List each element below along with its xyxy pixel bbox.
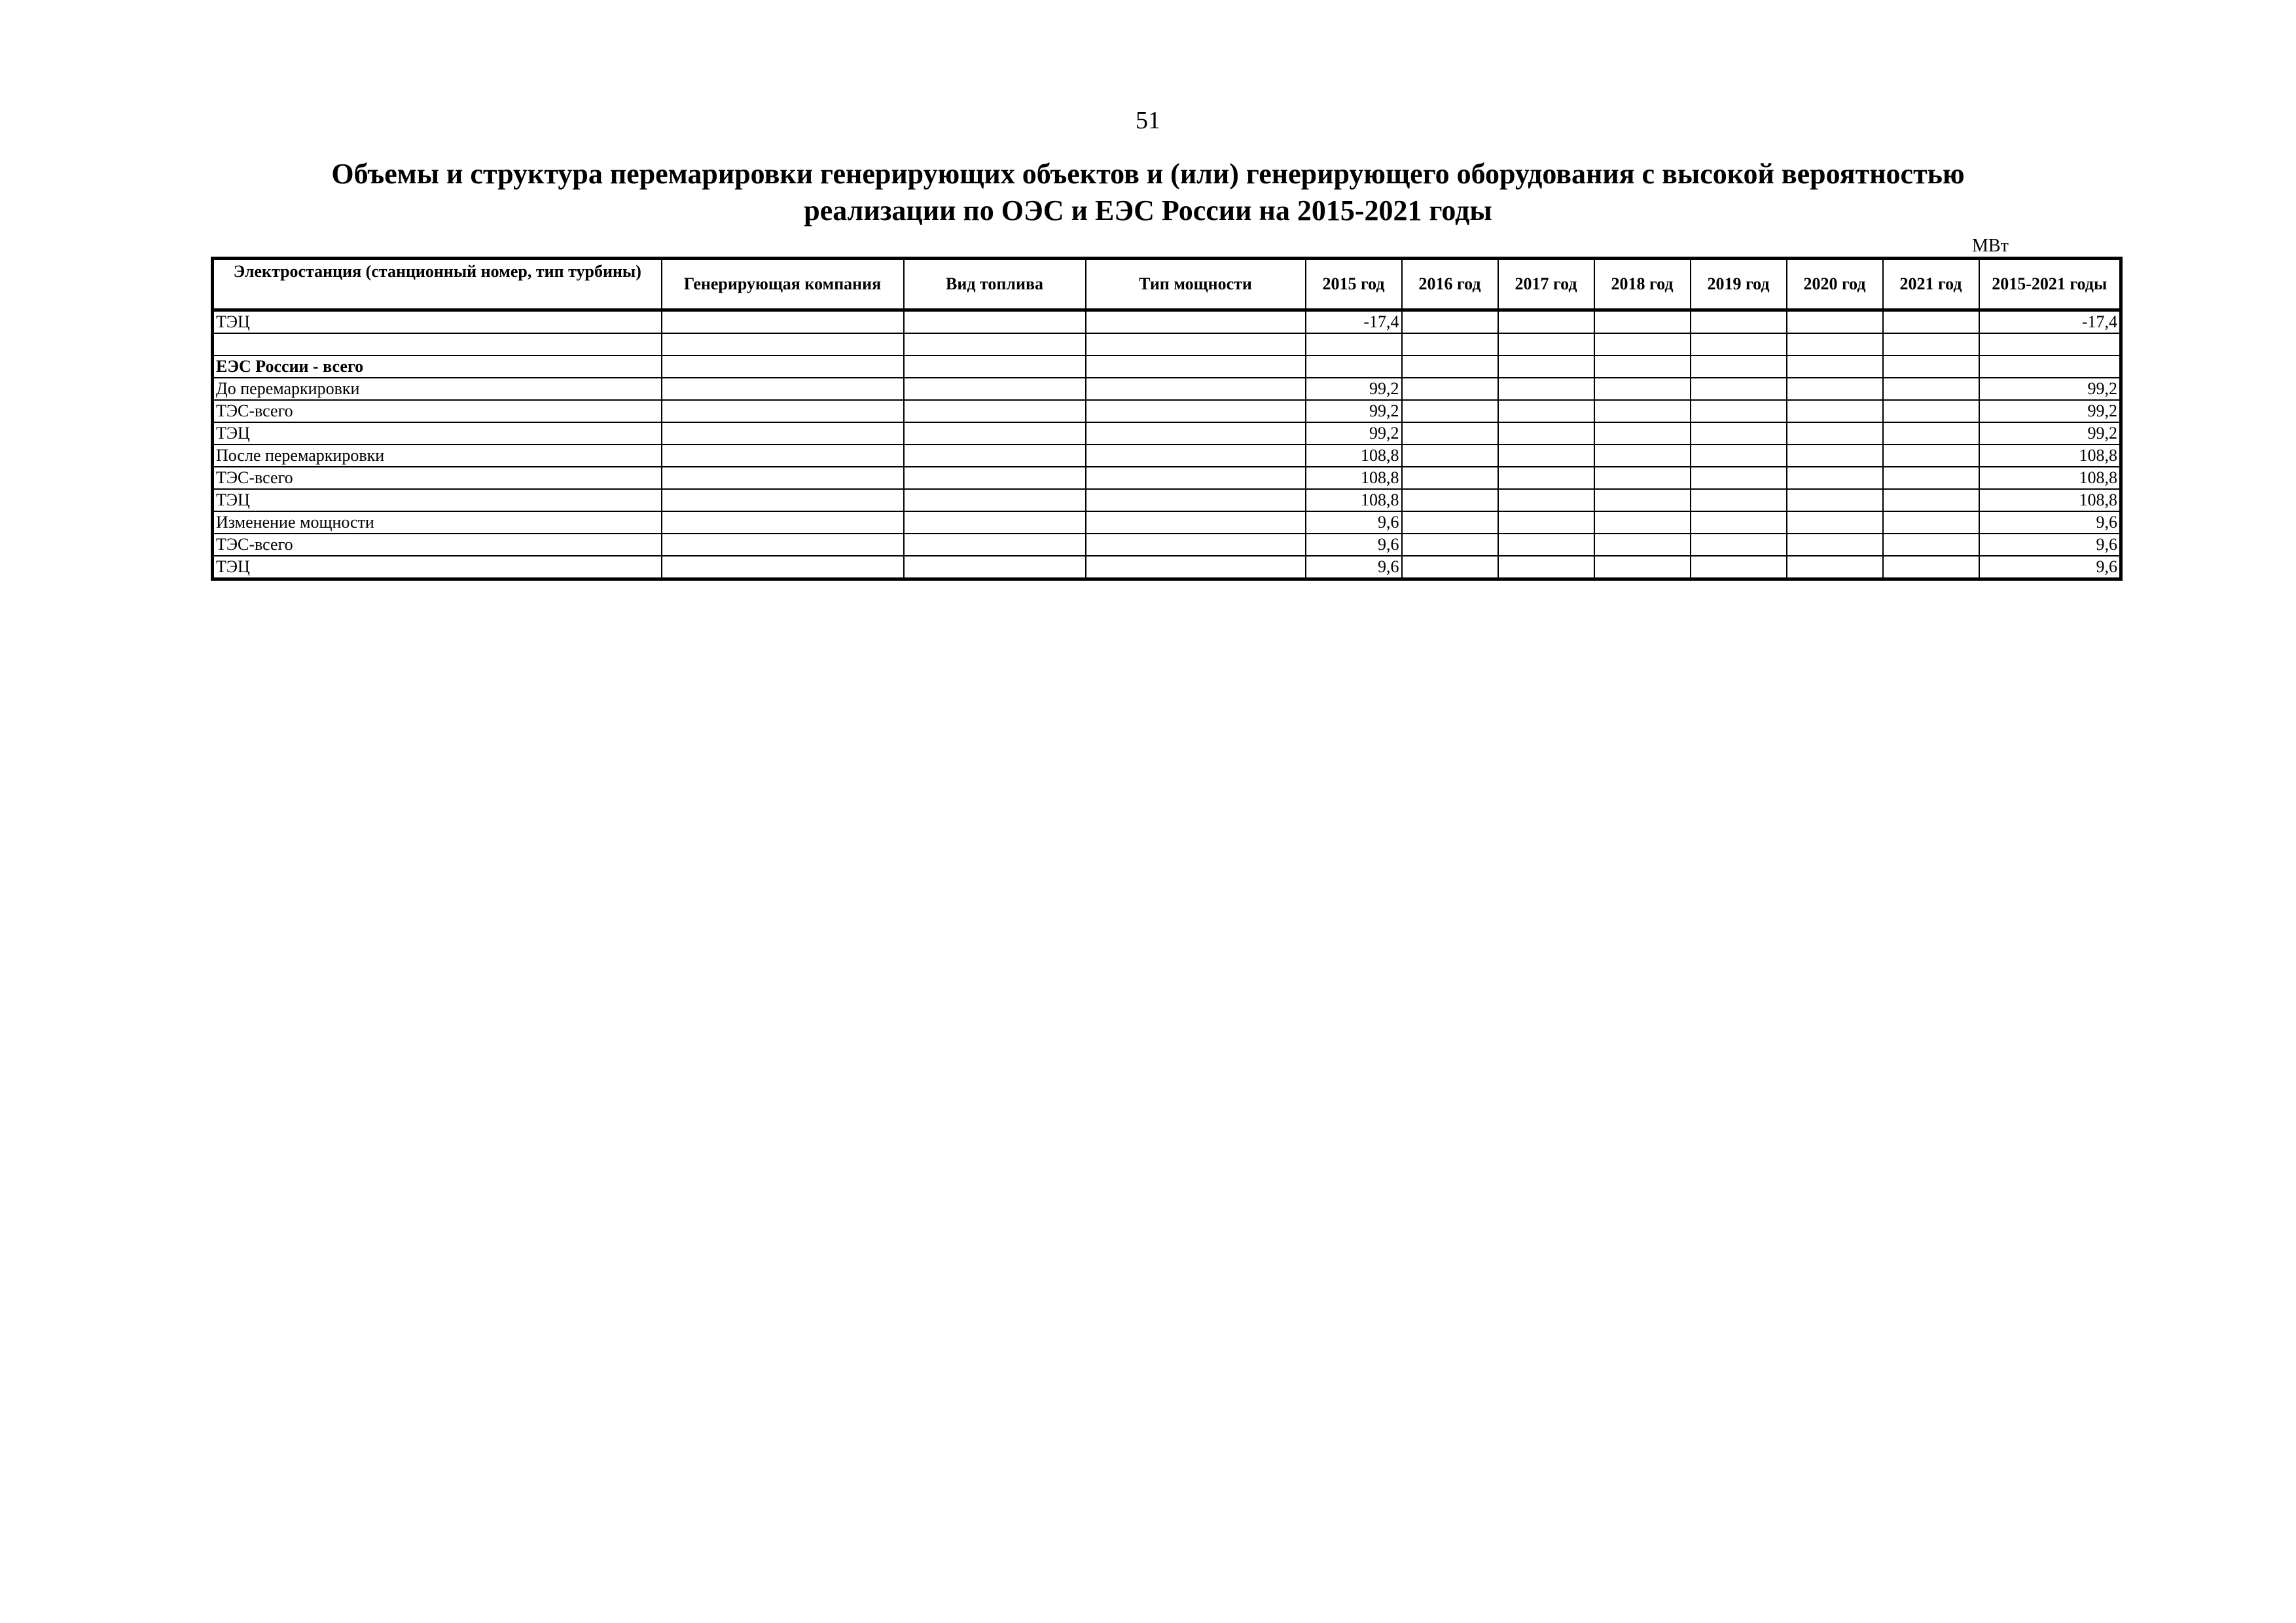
- table-row: [213, 534, 2121, 556]
- row-label: ТЭЦ: [213, 310, 662, 334]
- value-2015: 99,2: [1306, 422, 1402, 445]
- value-2018: [1594, 511, 1691, 534]
- document-title: [196, 156, 2100, 229]
- document-title-line-2: реализации по ОЭС и ЕЭС России на 2015-2021 годы: [804, 194, 1492, 227]
- value-2018: [1594, 422, 1691, 445]
- value-2020: [1787, 489, 1883, 511]
- value-2015: [1306, 356, 1402, 378]
- value-2018: [1594, 556, 1691, 579]
- value-2018: [1594, 467, 1691, 489]
- fuel-cell: [904, 511, 1086, 534]
- value-2018: [1594, 310, 1691, 334]
- power-type-cell: [1086, 333, 1306, 356]
- column-header-2017: 2017 год: [1498, 259, 1594, 310]
- company-cell: [662, 333, 904, 356]
- table-row: [213, 467, 2121, 489]
- value-2018: [1594, 378, 1691, 400]
- value-2016: [1402, 511, 1498, 534]
- table-row: [213, 356, 2121, 378]
- row-label: ЕЭС России - всего: [213, 356, 662, 378]
- row-label: ТЭЦ: [213, 489, 662, 511]
- value-2017: [1498, 489, 1594, 511]
- fuel-cell: [904, 422, 1086, 445]
- value-total: 9,6: [1979, 511, 2121, 534]
- power-type-cell: [1086, 445, 1306, 467]
- value-2020: [1787, 445, 1883, 467]
- value-total: [1979, 333, 2121, 356]
- row-label: ТЭЦ: [213, 422, 662, 445]
- value-total: 108,8: [1979, 467, 2121, 489]
- value-2020: [1787, 534, 1883, 556]
- table-row: [213, 556, 2121, 579]
- value-2021: [1883, 556, 1979, 579]
- value-2019: [1691, 556, 1787, 579]
- value-2021: [1883, 534, 1979, 556]
- fuel-cell: [904, 310, 1086, 334]
- value-2021: [1883, 356, 1979, 378]
- value-2019: [1691, 422, 1787, 445]
- fuel-cell: [904, 534, 1086, 556]
- value-2019: [1691, 489, 1787, 511]
- value-2018: [1594, 445, 1691, 467]
- power-type-cell: [1086, 511, 1306, 534]
- value-2021: [1883, 310, 1979, 334]
- value-2018: [1594, 356, 1691, 378]
- company-cell: [662, 511, 904, 534]
- value-2017: [1498, 356, 1594, 378]
- value-2019: [1691, 400, 1787, 422]
- table-row: [213, 511, 2121, 534]
- value-2016: [1402, 378, 1498, 400]
- fuel-cell: [904, 467, 1086, 489]
- value-2016: [1402, 534, 1498, 556]
- value-2015: 9,6: [1306, 534, 1402, 556]
- row-label: ТЭС-всего: [213, 400, 662, 422]
- value-2016: [1402, 556, 1498, 579]
- value-2015: 9,6: [1306, 556, 1402, 579]
- table-row: [213, 422, 2121, 445]
- value-2016: [1402, 445, 1498, 467]
- row-label: После перемаркировки: [213, 445, 662, 467]
- value-2021: [1883, 489, 1979, 511]
- column-header-total: 2015-2021 годы: [1979, 259, 2121, 310]
- document-title-line-1: Объемы и структура перемарировки генерирующих объектов и (или) генерирующего оборудования с высокой вероятностью: [331, 158, 1965, 190]
- fuel-cell: [904, 489, 1086, 511]
- value-2021: [1883, 400, 1979, 422]
- value-2020: [1787, 422, 1883, 445]
- value-total: 99,2: [1979, 378, 2121, 400]
- row-label: До перемаркировки: [213, 378, 662, 400]
- value-total: 108,8: [1979, 489, 2121, 511]
- company-cell: [662, 556, 904, 579]
- fuel-cell: [904, 445, 1086, 467]
- value-total: 108,8: [1979, 445, 2121, 467]
- value-2019: [1691, 445, 1787, 467]
- value-2018: [1594, 534, 1691, 556]
- value-2017: [1498, 445, 1594, 467]
- column-header-station: Электростанция (станционный номер, тип турбины): [213, 259, 662, 310]
- table-row: [213, 400, 2121, 422]
- value-2020: [1787, 467, 1883, 489]
- value-2015: 99,2: [1306, 378, 1402, 400]
- column-header-2018: 2018 год: [1594, 259, 1691, 310]
- value-2015: 99,2: [1306, 400, 1402, 422]
- value-2021: [1883, 467, 1979, 489]
- value-2017: [1498, 556, 1594, 579]
- value-2019: [1691, 333, 1787, 356]
- value-2015: -17,4: [1306, 310, 1402, 334]
- power-type-cell: [1086, 489, 1306, 511]
- value-2016: [1402, 356, 1498, 378]
- column-header-2021: 2021 год: [1883, 259, 1979, 310]
- value-2018: [1594, 333, 1691, 356]
- value-2021: [1883, 445, 1979, 467]
- value-2021: [1883, 422, 1979, 445]
- value-2020: [1787, 310, 1883, 334]
- power-type-cell: [1086, 400, 1306, 422]
- row-label: ТЭС-всего: [213, 467, 662, 489]
- value-2021: [1883, 378, 1979, 400]
- value-2016: [1402, 333, 1498, 356]
- page-number: 51: [1136, 107, 1160, 134]
- value-2019: [1691, 378, 1787, 400]
- value-2015: 108,8: [1306, 467, 1402, 489]
- value-2016: [1402, 310, 1498, 334]
- value-2020: [1787, 333, 1883, 356]
- table-header-row: [213, 259, 2121, 310]
- company-cell: [662, 400, 904, 422]
- fuel-cell: [904, 400, 1086, 422]
- company-cell: [662, 356, 904, 378]
- fuel-cell: [904, 556, 1086, 579]
- value-total: 9,6: [1979, 556, 2121, 579]
- company-cell: [662, 534, 904, 556]
- power-type-cell: [1086, 534, 1306, 556]
- value-2017: [1498, 422, 1594, 445]
- value-2015: 108,8: [1306, 489, 1402, 511]
- power-type-cell: [1086, 467, 1306, 489]
- value-2019: [1691, 356, 1787, 378]
- column-header-fuel: Вид топлива: [904, 259, 1086, 310]
- value-total: [1979, 356, 2121, 378]
- value-total: -17,4: [1979, 310, 2121, 334]
- power-type-cell: [1086, 310, 1306, 334]
- value-2018: [1594, 400, 1691, 422]
- value-2016: [1402, 422, 1498, 445]
- value-2017: [1498, 378, 1594, 400]
- column-header-power-type: Тип мощности: [1086, 259, 1306, 310]
- unit-label: МВт: [1972, 236, 2009, 256]
- value-2017: [1498, 310, 1594, 334]
- value-2017: [1498, 511, 1594, 534]
- value-2020: [1787, 556, 1883, 579]
- fuel-cell: [904, 333, 1086, 356]
- value-2020: [1787, 400, 1883, 422]
- value-2017: [1498, 534, 1594, 556]
- company-cell: [662, 378, 904, 400]
- fuel-cell: [904, 356, 1086, 378]
- row-label: ТЭС-всего: [213, 534, 662, 556]
- value-2020: [1787, 511, 1883, 534]
- row-label: [213, 333, 662, 356]
- fuel-cell: [904, 378, 1086, 400]
- row-label: ТЭЦ: [213, 556, 662, 579]
- value-2021: [1883, 511, 1979, 534]
- column-header-2019: 2019 год: [1691, 259, 1787, 310]
- row-label: Изменение мощности: [213, 511, 662, 534]
- value-2017: [1498, 467, 1594, 489]
- value-2018: [1594, 489, 1691, 511]
- power-type-cell: [1086, 356, 1306, 378]
- company-cell: [662, 445, 904, 467]
- value-2019: [1691, 310, 1787, 334]
- table-row: [213, 445, 2121, 467]
- value-2017: [1498, 400, 1594, 422]
- table-row: [213, 333, 2121, 356]
- power-type-cell: [1086, 378, 1306, 400]
- table-row: [213, 378, 2121, 400]
- value-total: 9,6: [1979, 534, 2121, 556]
- value-total: 99,2: [1979, 422, 2121, 445]
- column-header-2016: 2016 год: [1402, 259, 1498, 310]
- column-header-2015: 2015 год: [1306, 259, 1402, 310]
- value-2021: [1883, 333, 1979, 356]
- value-2015: 108,8: [1306, 445, 1402, 467]
- capacity-table: [211, 257, 2123, 581]
- value-2017: [1498, 333, 1594, 356]
- value-total: 99,2: [1979, 400, 2121, 422]
- value-2020: [1787, 378, 1883, 400]
- power-type-cell: [1086, 422, 1306, 445]
- company-cell: [662, 310, 904, 334]
- value-2019: [1691, 511, 1787, 534]
- column-header-company: Генерирующая компания: [662, 259, 904, 310]
- table-row: [213, 310, 2121, 334]
- value-2016: [1402, 467, 1498, 489]
- value-2019: [1691, 467, 1787, 489]
- value-2016: [1402, 400, 1498, 422]
- company-cell: [662, 422, 904, 445]
- value-2015: [1306, 333, 1402, 356]
- company-cell: [662, 489, 904, 511]
- table-row: [213, 489, 2121, 511]
- column-header-2020: 2020 год: [1787, 259, 1883, 310]
- power-type-cell: [1086, 556, 1306, 579]
- company-cell: [662, 467, 904, 489]
- value-2016: [1402, 489, 1498, 511]
- value-2015: 9,6: [1306, 511, 1402, 534]
- value-2020: [1787, 356, 1883, 378]
- value-2019: [1691, 534, 1787, 556]
